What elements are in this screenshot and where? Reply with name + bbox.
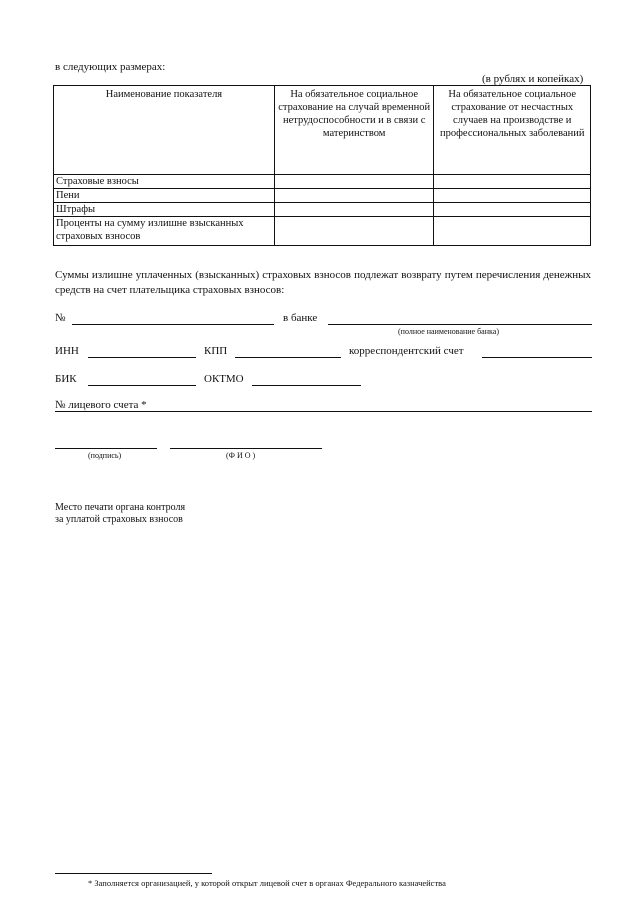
fio-hint: (Ф И О )	[226, 451, 256, 460]
footnote-text: * Заполняется организацией, у которой открыт лицевой счет в органах Федерального казначейства	[88, 878, 446, 888]
oktmo-label: ОКТМО	[204, 373, 244, 385]
intro-text: в следующих размерах:	[55, 61, 166, 73]
bank-name-field[interactable]	[328, 324, 592, 325]
table-cell[interactable]	[274, 217, 434, 246]
header-accidents: На обязательное социальное страхование от несчастных случаев на производстве и профессиональных заболеваний	[434, 86, 591, 175]
corr-account-field[interactable]	[482, 357, 592, 358]
table-row	[54, 189, 591, 203]
inn-field[interactable]	[88, 357, 196, 358]
bank-label: в банке	[283, 312, 318, 324]
row-label: Проценты на сумму излишне взысканных страховых взносов	[54, 217, 275, 246]
kpp-label: КПП	[204, 345, 228, 357]
table-row	[54, 175, 591, 189]
signature-field[interactable]	[55, 448, 157, 449]
table-cell[interactable]	[274, 203, 434, 217]
table-cell[interactable]	[434, 189, 591, 203]
header-temporary-disability: На обязательное социальное страхование на случай временной нетрудоспособности и в связи с материнством	[274, 86, 434, 175]
table-cell[interactable]	[434, 175, 591, 189]
stamp-line-1: Место печати органа контроля	[55, 502, 186, 513]
table-cell[interactable]	[274, 175, 434, 189]
personal-account-label: № лицевого счета *	[55, 399, 147, 411]
number-label: №	[55, 312, 66, 324]
bank-hint: (полное наименование банка)	[398, 327, 499, 336]
account-number-field[interactable]	[72, 324, 274, 325]
table-cell[interactable]	[274, 189, 434, 203]
table-cell[interactable]	[434, 217, 591, 246]
row-label: Штрафы	[54, 203, 275, 217]
row-label: Страховые взносы	[54, 175, 275, 189]
inn-label: ИНН	[55, 345, 79, 357]
footnote-divider	[55, 873, 212, 874]
signature-hint: (подпись)	[88, 451, 122, 460]
table-row	[54, 217, 591, 246]
units-note: (в рублях и копейках)	[482, 73, 584, 85]
contributions-table	[53, 85, 591, 246]
personal-account-field[interactable]	[55, 411, 592, 412]
bik-field[interactable]	[88, 385, 196, 386]
header-indicator: Наименование показателя	[54, 86, 275, 175]
stamp-line-2: за уплатой страховых взносов	[55, 514, 183, 525]
oktmo-field[interactable]	[252, 385, 361, 386]
refund-paragraph: Суммы излишне уплаченных (взысканных) страховых взносов подлежат возврату путем перечисления денежных средств на счет плательщика страховых взносов:	[55, 269, 591, 296]
fio-field[interactable]	[170, 448, 322, 449]
kpp-field[interactable]	[235, 357, 341, 358]
table-row	[54, 203, 591, 217]
bik-label: БИК	[55, 373, 77, 385]
table-cell[interactable]	[434, 203, 591, 217]
corr-account-label: корреспондентский счет	[349, 345, 464, 357]
row-label: Пени	[54, 189, 275, 203]
